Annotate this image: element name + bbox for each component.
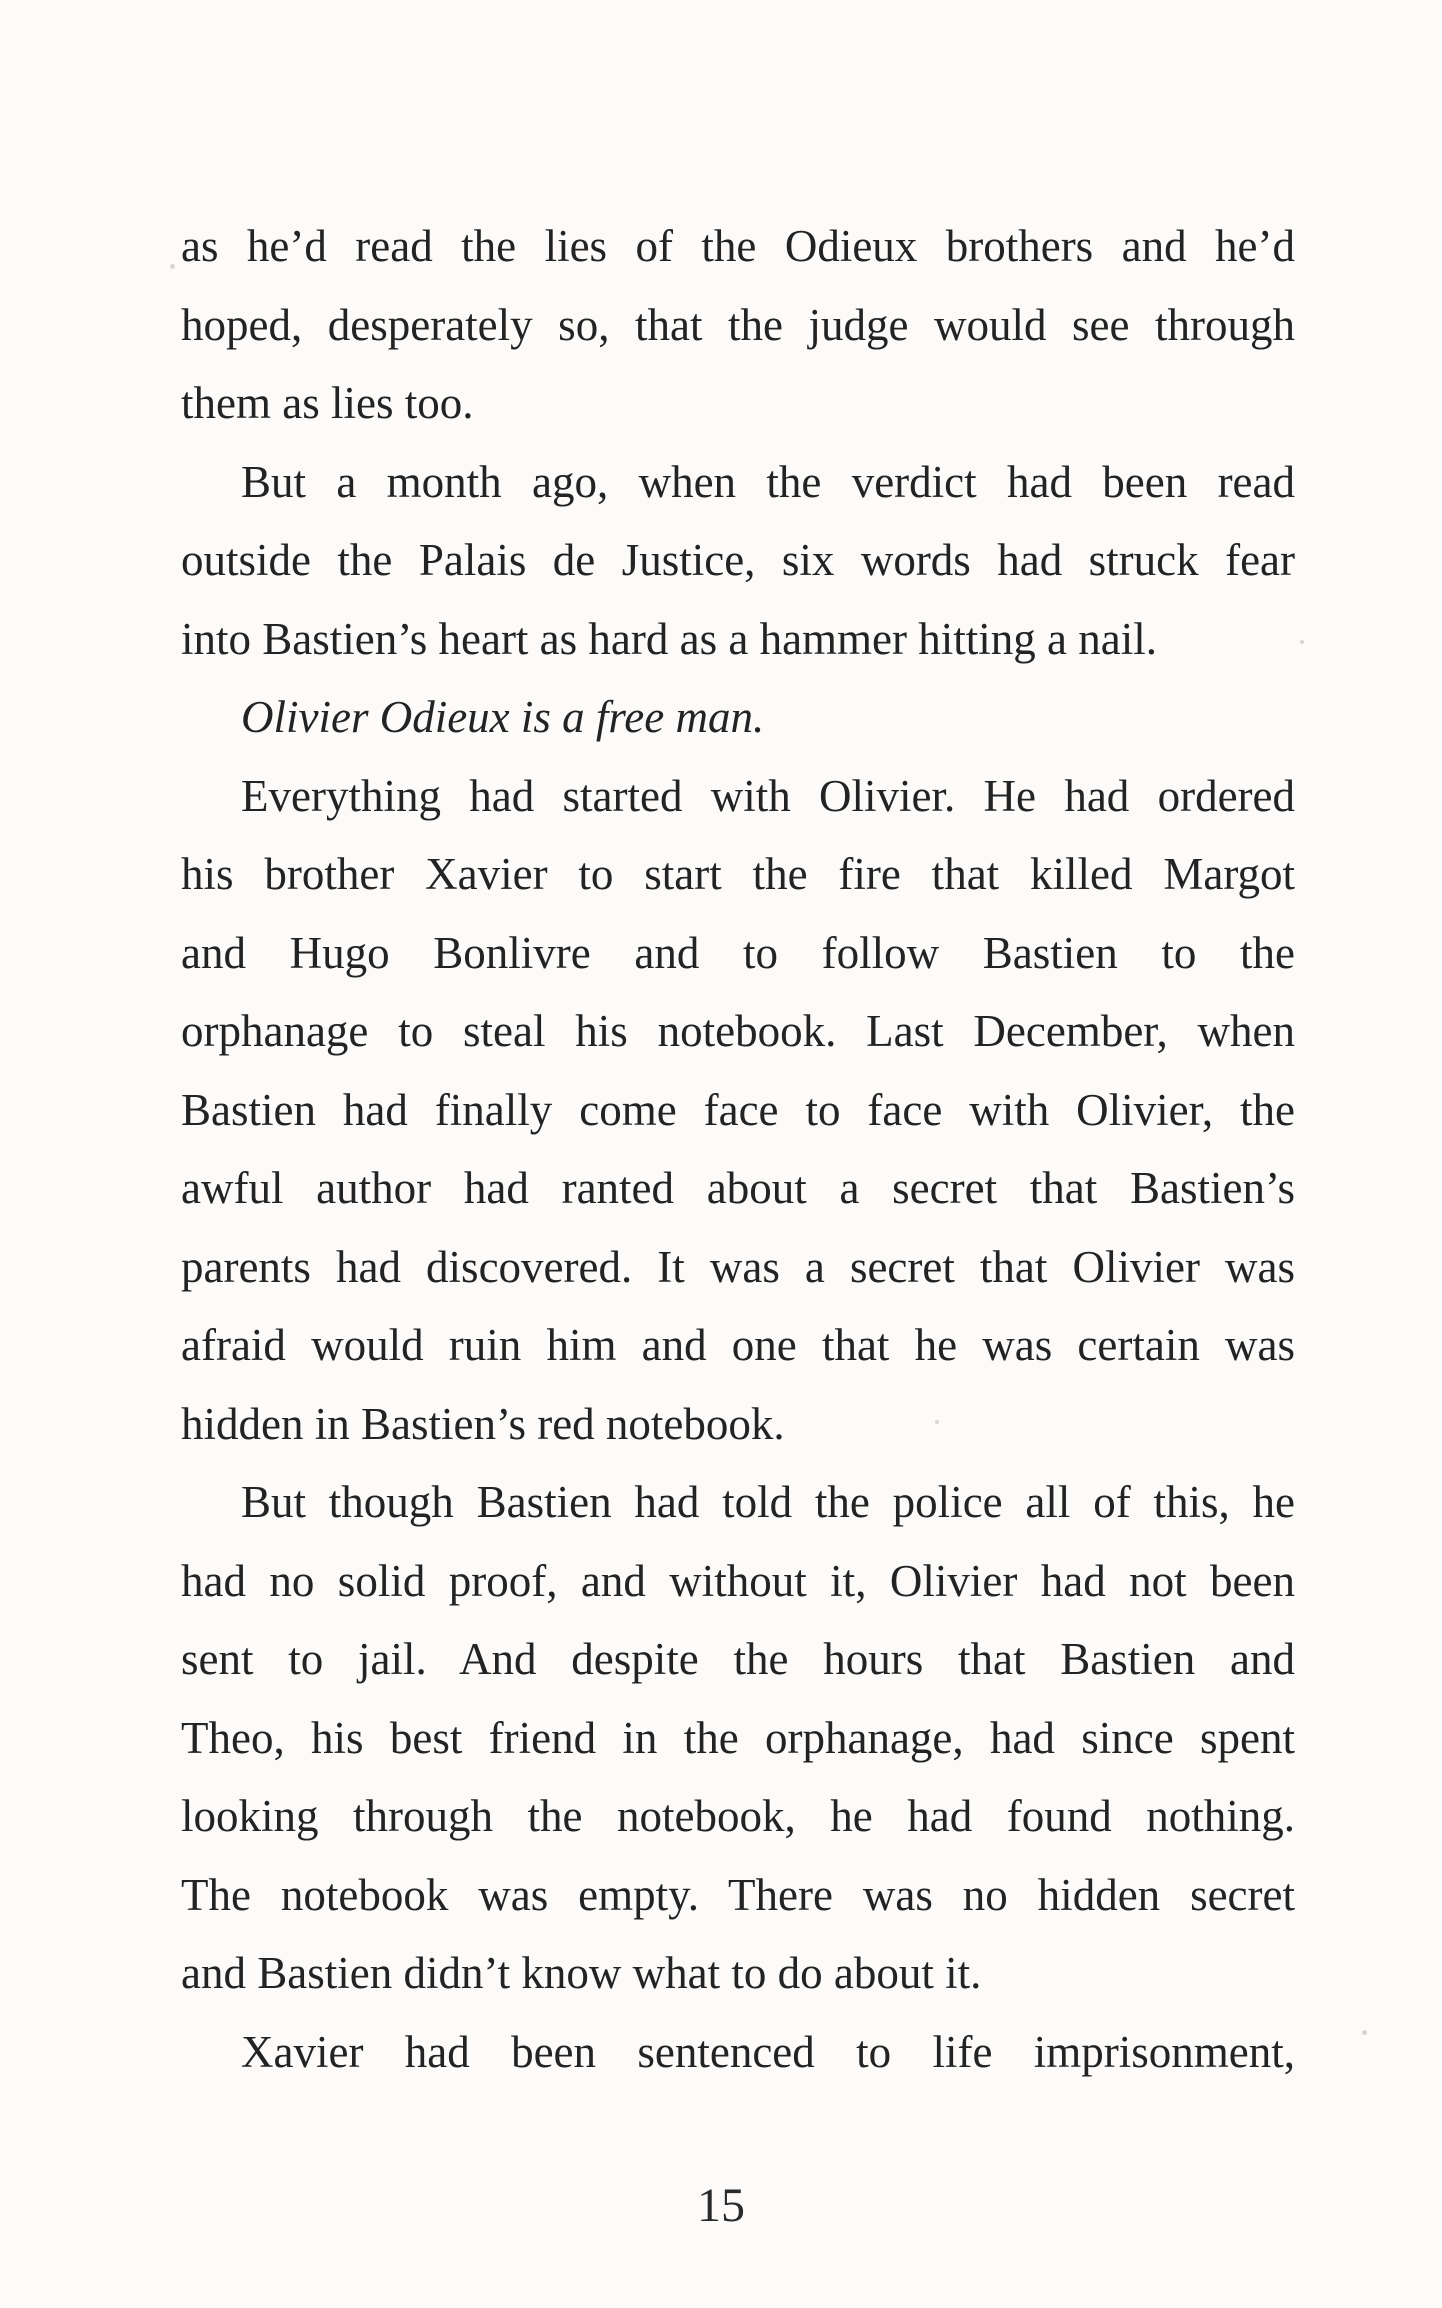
- text-line: and Hugo Bonlivre and to follow Bastien to the: [181, 927, 1295, 978]
- text-line: sent to jail. And despite the hours that Bastien and: [181, 1634, 1295, 1684]
- scan-speck: [1362, 2030, 1367, 2035]
- text-line: But a month ago, when the verdict had been read: [241, 456, 1295, 507]
- text-line: Bastien had finally come face to face with Olivier, the: [181, 1084, 1295, 1135]
- text-line: hidden in Bastien’s red notebook.: [181, 1398, 785, 1449]
- body-text: [181, 207, 1295, 2091]
- scan-speck: [170, 264, 175, 269]
- page-number: 15: [697, 2179, 745, 2232]
- scan-speck: [1300, 640, 1304, 644]
- text-line: The notebook was empty. There was no hidden secret: [181, 1869, 1295, 1920]
- text-line: But though Bastien had told the police all of this, he: [241, 1477, 1295, 1527]
- scan-speck: [935, 1420, 939, 1424]
- text-line: Everything had started with Olivier. He had ordered: [241, 770, 1295, 821]
- text-line: and Bastien didn’t know what to do about it.: [181, 1948, 982, 1998]
- text-line: outside the Palais de Justice, six words had struck fear: [181, 535, 1295, 585]
- text-line: afraid would ruin him and one that he was certain was: [181, 1320, 1295, 1370]
- text-line: his brother Xavier to start the fire that killed Margot: [181, 849, 1295, 899]
- text-line: as he’d read the lies of the Odieux brothers and he’d: [181, 221, 1295, 271]
- text-line: looking through the notebook, he had found nothing.: [181, 1791, 1295, 1841]
- text-line: into Bastien’s heart as hard as a hammer hitting a nail.: [181, 613, 1157, 664]
- text-line: had no solid proof, and without it, Olivier had not been: [181, 1555, 1295, 1606]
- text-line: parents had discovered. It was a secret that Olivier was: [181, 1241, 1295, 1292]
- text-line: awful author had ranted about a secret that Bastien’s: [181, 1163, 1295, 1213]
- text-line: Theo, his best friend in the orphanage, had since spent: [181, 1712, 1295, 1763]
- text-line: hoped, desperately so, that the judge would see through: [181, 299, 1295, 350]
- text-line: them as lies too.: [181, 378, 474, 428]
- text-line: orphanage to steal his notebook. Last December, when: [181, 1006, 1295, 1056]
- italic-line: Olivier Odieux is a free man.: [241, 692, 765, 742]
- text-line: Xavier had been sentenced to life imprisonment,: [241, 2026, 1295, 2077]
